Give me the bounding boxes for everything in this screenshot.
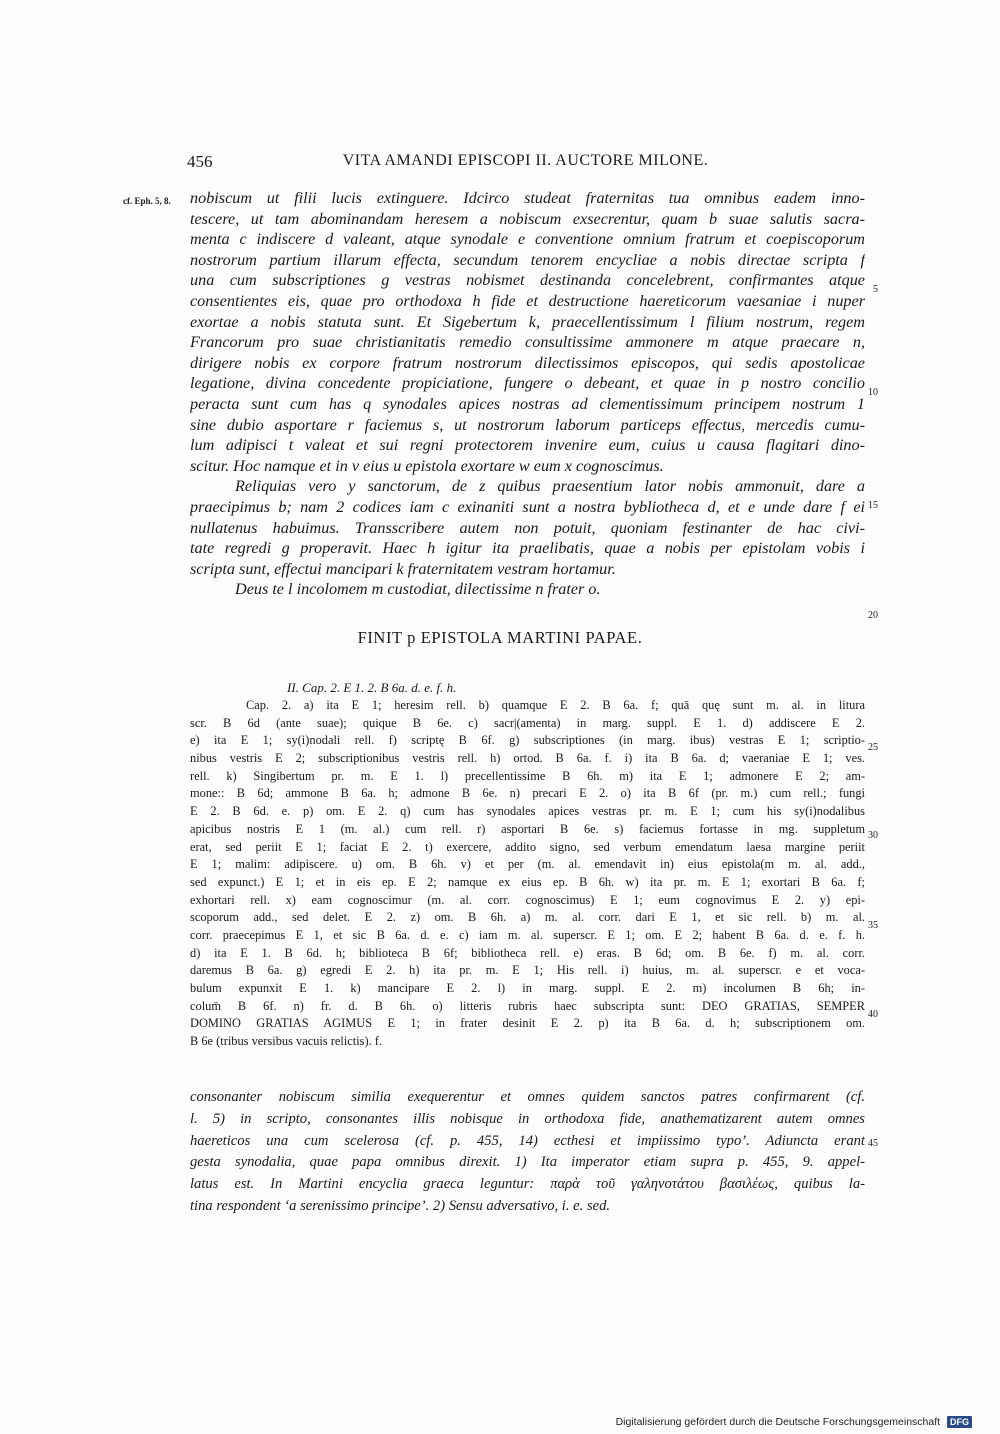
footnote-line: gesta synodalia, quae papa omnibus direxit. 1) Ita imperator etiam supra p. 455, 9. appel- [190,1154,865,1171]
digitization-credit [616,1416,972,1428]
text-line: exortae a nobis statuta sunt. Et Sigebertum k, praecellentissimum l filium nostrum, regem [190,312,865,331]
running-title: VITA AMANDI EPISCOPI II. AUCTORE MILONE. [342,152,709,169]
apparatus-line: scr. B 6d (ante suae); quique B 6e. c) sacr|(amenta) in marg. suppl. E 1. d) addiscere E 2. [190,715,865,730]
apparatus-line: e) ita E 1; sy(i)nodali rell. f) scriptę B 6f. g) subscriptiones (in marg. ibus) vestras E 1; scriptio- [190,733,865,748]
text-line: peracta sunt cum has q synodales apices nostras ad clementissimum principem nostrum 1 [190,394,865,413]
footnote-line: latus est. In Martini encyclia graeca leguntur: παρὰ τοῦ γαληνοτάτου βασιλέως, quibus la- [190,1176,865,1193]
text-line: menta c indiscere d valeant, atque synodale e conventione omnium fratrum et coepiscoporum [190,230,865,249]
text-line: Francorum pro suae christianitatis remedio consultissime ammonere m atque praecare n, [190,333,865,352]
margin-reference: cf. Eph. 5, 8. [123,196,171,206]
apparatus-line: B 6e (tribus versibus vacuis relictis). f. [190,1034,383,1049]
apparatus-line: Cap. 2. a) ita E 1; heresim rell. b) quamque E 2. B 6a. f; quā quę sunt m. al. in litura [246,698,865,712]
line-number-35: 35 [868,920,878,931]
main-text [190,188,865,600]
footnote-line: haereticos una cum scelerosa (cf. p. 455, 14) ecthesi et impiissimo typo’. Adiuncta erant [190,1132,865,1149]
apparatus-line: colum̄ B 6f. n) fr. d. B 6h. o) litteris rubris haec subscripta sunt: DEO GRATIAS, SEMPER [190,998,865,1013]
apparatus-line: E 1; malim: adipiscere. u) om. B 6h. v) et per (m. al. emendavit in) eius epistola(m m. al. add., [190,857,865,872]
text-line: tescere, ut tam abominandam heresem a nobiscum exsecrentur, quam b suae salutis sacra- [190,209,865,228]
line-number-5: 5 [873,284,878,295]
apparatus-line: nibus vestris E 2; subscriptionibus vestris rell. h) ortod. B 6a. f. i) ita B 6a. d; vaeraniae E 1; ves. [190,751,865,766]
apparatus-line: scoporum add., sed delet. E 2. z) om. B 6h. a) m. al. corr. dari E 1, et sic rell. b) m. al. [190,910,865,925]
line-number-20: 20 [868,610,878,621]
apparatus-line: bulum expunxit E 1. k) mancipare E 2. l) in marg. suppl. E 2. m) incolumen B 6h; in- [190,981,865,995]
credit-text: Digitalisierung gefördert durch die Deutsche Forschungsgemeinschaft [615,1416,941,1428]
text-line: scitur. Hoc namque et in v eius u epistola exortare w eum x cognoscimus. [190,456,664,475]
apparatus-line: daremus B 6a. g) egredi E 2. h) ita pr. m. E 1; His rell. i) huius, m. al. superscr. e et voca- [190,963,865,978]
line-number-10: 10 [868,387,878,398]
page-header [187,152,864,174]
text-line: dirigere nobis ex corpore fratrum nostrorum dilectissimos episcopos, qui sedis apostolicae [190,353,865,372]
text-line: nostrorum partium illarum effecta, secundum tenorem encycliae a nobis directae scripta f [190,250,865,269]
line-number-45: 45 [868,1138,878,1149]
apparatus-line: sed expunct.) E 1; et in eis ep. E 2; namque ex eius ep. B 6h. w) ita pr. m. E 1; exortari B 6a. f; [190,874,865,889]
dfg-logo: DFG [947,1416,972,1428]
apparatus-line: DOMINO GRATIAS AGIMUS E 1; in frater desinit E 2. p) ita B 6a. d. h; subscriptionem om. [190,1016,865,1031]
text-line: praecipimus b; nam 2 codices iam c exinaniti sunt a nostra bybliotheca d, et e unde dare f ei [190,497,865,516]
footnote-line: consonanter nobiscum similia exequerentur et omnes quidem sanctos patres confirmarent (cf. [190,1089,865,1105]
text-line: nobiscum ut filii lucis extinguere. Idcirco studeat fraternitas tua omnibus eadem inno- [190,189,865,207]
text-line: sine dubio asportare r faciemus s, ut nostrorum laborum particeps effectus, mercedis cumu- [190,415,865,434]
apparatus-line: mone:: B 6d; ammone B 6a. h; admone B 6e. n) precari E 2. o) ita B 6f (pr. m.) cum rell.; fungi [190,786,865,801]
footnote-line: l. 5) in scripto, consonantes illis nobisque in orthodoxa fide, anathematizarent autem omnes [190,1110,865,1127]
footnote-line: tina respondent ‘a serenissimo principe’. 2) Sensu adversativo, i. e. sed. [190,1197,611,1214]
text-line: scripta sunt, effectui mancipari k fraternitatem vestram hortamur. [190,559,616,578]
apparatus-line: d) ita E 1. B 6d. h; biblioteca B 6f; bibliotheca rell. e) eras. B 6d; om. B 6e. f) m. al. corr. [190,945,865,960]
apparatus-heading: II. Cap. 2. E 1. 2. B 6a. d. e. f. h. [287,680,457,695]
apparatus-line: apicibus nostris E 1 (m. al.) cum rell. r) asportari B 6e. s) faciemus fortasse in mg. suppletum [190,821,865,836]
apparatus-line: exhortari rell. x) eam cognoscimur (m. al. corr. cognoscimus) E 1; eum cognovimus E 2. y) epi- [190,892,865,907]
line-number-25: 25 [868,742,878,753]
line-number-40: 40 [868,1009,878,1020]
text-line: consentientes eis, quae pro orthodoxa h fide et destructione haereticorum vaesaniae i nuper [190,291,865,310]
text-line: una cum subscriptiones g vestras nobismet destinanda concelebrent, confirmantes atque [190,271,865,290]
text-line: legatione, divina concedente propiciatione, fungere o debeant, et quae in p nostro concilio [190,374,865,393]
footnotes [190,1087,865,1218]
page-number: 456 [187,152,213,171]
critical-apparatus [190,697,865,1051]
text-line: lum adipisci t valeat et sui regni protectorem invenire eum, cuius u causa flagitari dino- [190,436,865,455]
apparatus-line: erat, sed periit E 1; faciat E 2. t) exercere, addito signo, sed verbum emendatum laesa margine periit [190,839,865,854]
text-line: Reliquias vero y sanctorum, de z quibus praesentium lator nobis ammonuit, dare a [235,477,865,496]
closing-title: FINIT p EPISTOLA MARTINI PAPAE. [357,628,643,647]
apparatus-line: rell. k) Singibertum pr. m. E 1. l) precellentissime B 6h. m) ita E 1; admonere E 2; am- [190,768,865,783]
apparatus-line: E 2. B 6d. e. p) om. E 2. q) cum has synodales apices vestras pr. m. E 1; cum his sy(i)nodalibus [190,804,865,819]
line-number-15: 15 [868,500,878,511]
line-number-30: 30 [868,830,878,841]
text-line: tate regredi g properavit. Haec h igitur ita praelibatis, quae a nobis per epistolam vobis i [190,539,865,558]
text-line: nullatenus habuimus. Transscribere autem non potuit, quoniam festinanter de hac civi- [190,518,865,537]
apparatus-line: corr. praecepimus E 1, et sic B 6a. d. e. c) iam m. al. superscr. E 1; om. E 2; habent B 6a. d. e. f. h. [190,927,865,942]
text-line: Deus te l incolomem m custodiat, dilectissime n frater o. [235,580,601,599]
